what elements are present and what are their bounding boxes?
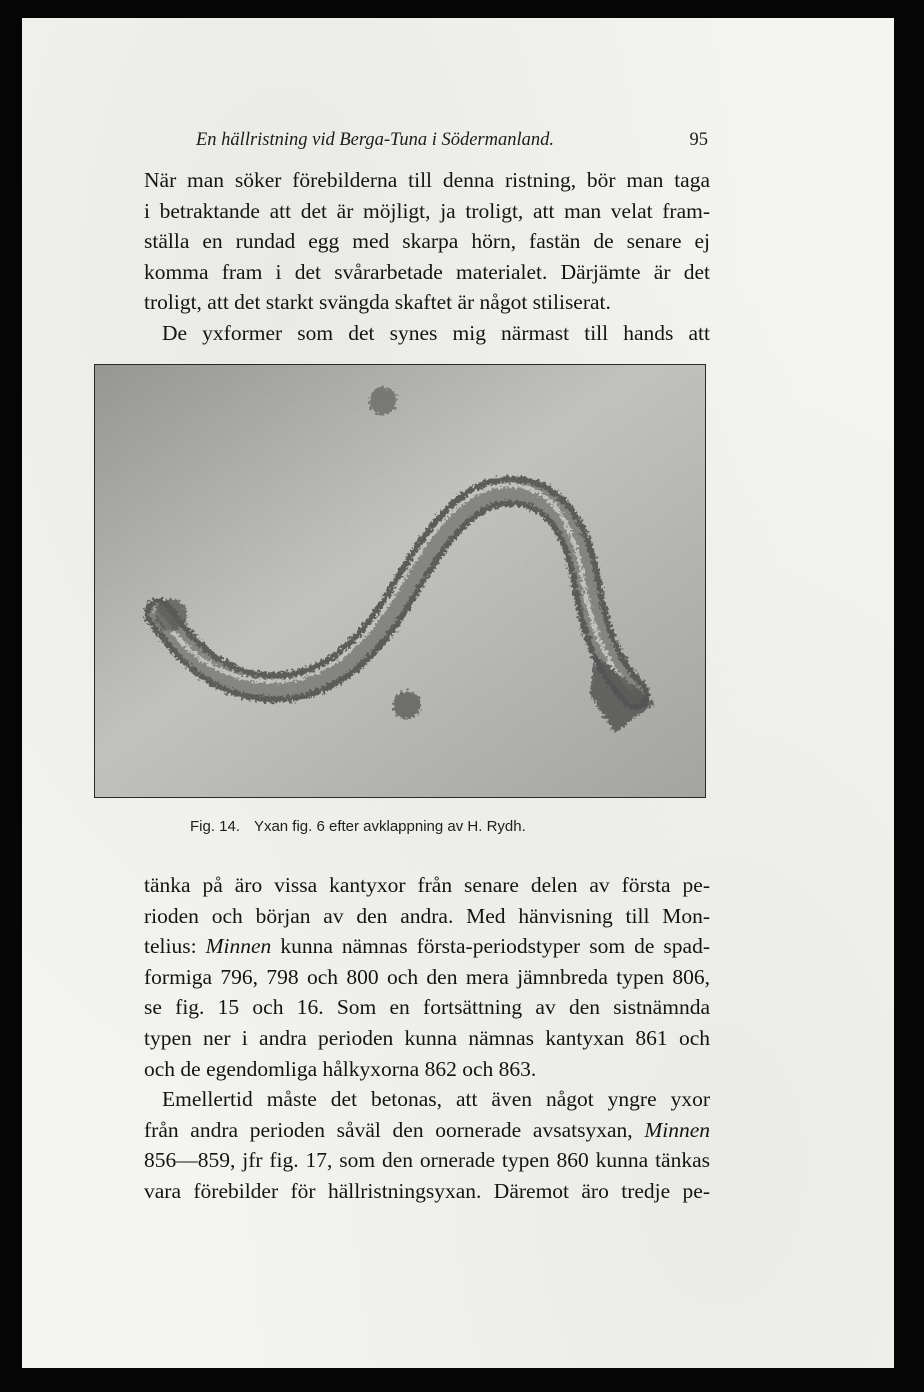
text-line: rioden och början av den andra. Med hänvisning till Mon- (144, 903, 710, 928)
italic-reference: Minnen (644, 1117, 710, 1142)
caption-text: Yxan fig. 6 efter avklappning av H. Rydh. (253, 818, 526, 835)
text-fragment: kunna nämnas första-periodstyper som de spad- (271, 934, 710, 959)
text-line: tänka på äro vissa kantyxor från senare delen av första pe- (144, 873, 710, 897)
italic-reference: Minnen (205, 934, 272, 959)
running-title: En hällristning vid Berga-Tuna i Södermanland. (196, 130, 555, 150)
text-line: komma fram i det svårarbetade materialet. Därjämte är det (144, 259, 710, 284)
rock-carving-photo (95, 365, 706, 798)
text-line: och de egendomliga hålkyxorna 862 och 863. (144, 1056, 537, 1081)
text-line (144, 1115, 710, 1146)
figure-rock-carving (94, 364, 706, 798)
paragraph-3 (144, 870, 710, 1207)
page-number: 95 (689, 130, 708, 150)
text-fragment: från andra perioden såväl den oornerade avsatsyxan, (144, 1117, 645, 1142)
paragraph-1 (144, 165, 710, 349)
text-line: formiga 796, 798 och 800 och den mera jämnbreda typen 806, (144, 964, 710, 989)
text-line: ställa en rundad egg med skarpa hörn, fastän de senare ej (144, 229, 710, 254)
text-line: typen ner i andra perioden kunna nämnas kantyxan 861 och (144, 1025, 710, 1050)
caption-label: Fig. 14. (190, 818, 241, 835)
text-line: troligt, att det starkt svängda skaftet är något stiliserat. (144, 290, 611, 315)
text-line: 856—859, jfr fig. 17, som den ornerade typen 860 kunna tänkas (144, 1148, 710, 1173)
running-head (196, 130, 716, 154)
text-line: i betraktande att det är möjligt, ja troligt, att man velat fram- (144, 198, 710, 223)
text-line (144, 931, 710, 962)
text-line: vara förebilder för hällristningsyxan. Däremot äro tredje pe- (144, 1178, 710, 1203)
text-line: se fig. 15 och 16. Som en fortsättning av den sistnämnda (144, 995, 710, 1020)
text-line: De yxformer som det synes mig närmast till hands att (162, 320, 710, 345)
text-line: Emellertid måste det betonas, att även något yngre yxor (162, 1087, 710, 1112)
text-fragment: telius: (144, 934, 206, 959)
text-line: När man söker förebilderna till denna ristning, bör man taga (144, 168, 710, 192)
figure-caption (190, 818, 630, 835)
